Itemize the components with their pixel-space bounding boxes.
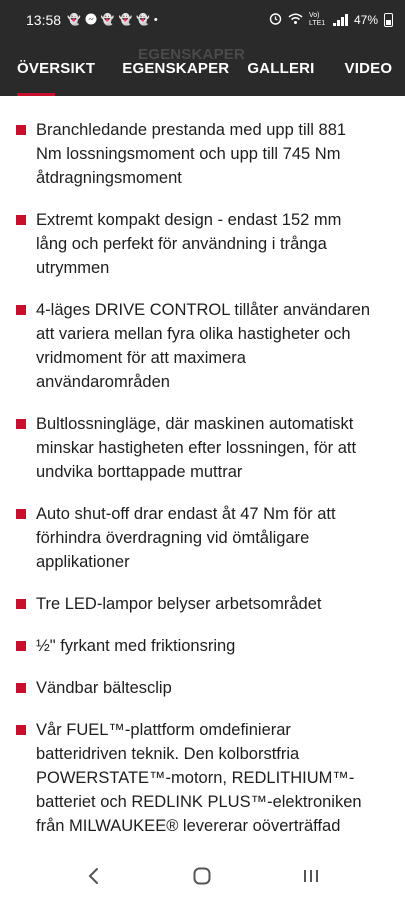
battery-icon: [384, 13, 393, 27]
home-button[interactable]: [182, 856, 222, 896]
tab-ghost-label: EGENSKAPER: [138, 46, 246, 63]
status-bar: [0, 0, 405, 40]
status-time: 13:58: [26, 12, 62, 28]
dot-icon: •: [153, 13, 158, 26]
list-item: [16, 208, 375, 280]
back-button[interactable]: [74, 856, 114, 896]
system-nav-bar: [0, 852, 405, 900]
signal-icon: [333, 14, 348, 26]
feature-text: ½" fyrkant med friktionsring: [36, 637, 236, 655]
tab-bar: [0, 40, 405, 96]
recents-icon: [302, 868, 320, 884]
feature-text: Vändbar bältesclip: [36, 679, 172, 697]
home-icon: [192, 866, 212, 886]
feature-text: Tre LED-lampor belyser arbetsområdet: [36, 595, 322, 613]
bullet-square-icon: [16, 683, 26, 693]
recents-button[interactable]: [291, 856, 331, 896]
feature-text: Branchledande prestanda med upp till 881 Nm lossningsmoment och upp till 745 Nm åtdragningsmoment: [36, 121, 347, 187]
back-icon: [87, 867, 101, 885]
snapchat-icon: 👻: [136, 13, 150, 26]
bullet-square-icon: [16, 641, 26, 651]
volte-icon: Vo) LTE1: [308, 12, 326, 27]
bullet-square-icon: [16, 509, 26, 519]
bullet-square-icon: [16, 419, 26, 429]
tab-label: GALLERI: [247, 59, 315, 77]
bullet-square-icon: [16, 125, 26, 135]
tab-list: [0, 40, 392, 96]
battery-percent: 47%: [353, 13, 378, 27]
bullet-square-icon: [16, 725, 26, 735]
feature-text: Auto shut-off drar endast åt 47 Nm för att förhindra överdragning vid ömtåligare applikationer: [36, 505, 336, 571]
tab-galleri[interactable]: [247, 40, 344, 96]
tab-oversikt[interactable]: [0, 40, 122, 96]
bullet-square-icon: [16, 599, 26, 609]
list-item: [16, 718, 375, 838]
list-item: [16, 502, 375, 574]
list-item: [16, 592, 375, 616]
snapchat-icon: 👻: [67, 13, 81, 26]
snapchat-icon: 👻: [100, 13, 115, 26]
bullet-square-icon: [16, 305, 26, 315]
messenger-icon: [85, 13, 97, 28]
feature-text: Extremt kompakt design - endast 152 mm lång och perfekt för användning i trånga utrymmen: [36, 211, 342, 277]
notification-icons: [67, 13, 158, 28]
tab-label: VIDEO: [344, 59, 393, 77]
tab-video[interactable]: [345, 40, 393, 96]
wifi-icon: [288, 13, 303, 28]
feature-list: [0, 96, 405, 852]
list-item: [16, 412, 375, 484]
bullet-square-icon: [16, 215, 26, 225]
list-item: [16, 634, 375, 658]
tab-label: EGENSKAPER: [122, 59, 230, 77]
list-item: [16, 118, 375, 190]
tab-label: ÖVERSIKT: [17, 59, 96, 77]
feature-text: Bultlossningläge, där maskinen automatiskt minskar hastigheten efter lossningen, för att undvika borttappade muttrar: [36, 415, 357, 481]
snapchat-icon: 👻: [118, 13, 133, 26]
list-item: [16, 298, 375, 394]
list-item: [16, 676, 375, 700]
tab-egenskaper[interactable]: [122, 40, 247, 96]
alarm-icon: [269, 12, 282, 28]
feature-text: Vår FUEL™-plattform omdefinierar batteridriven teknik. Den kolborstfria POWERSTATE™-motorn, REDLITHIUM™-batteriet och REDLINK PLUS™-elektroniken från MILWAUKEE® levererar oöverträffad: [36, 721, 362, 835]
feature-text: 4-läges DRIVE CONTROL tillåter användaren att variera mellan fyra olika hastigheter och vridmoment för att maximera användarområden: [36, 301, 371, 391]
